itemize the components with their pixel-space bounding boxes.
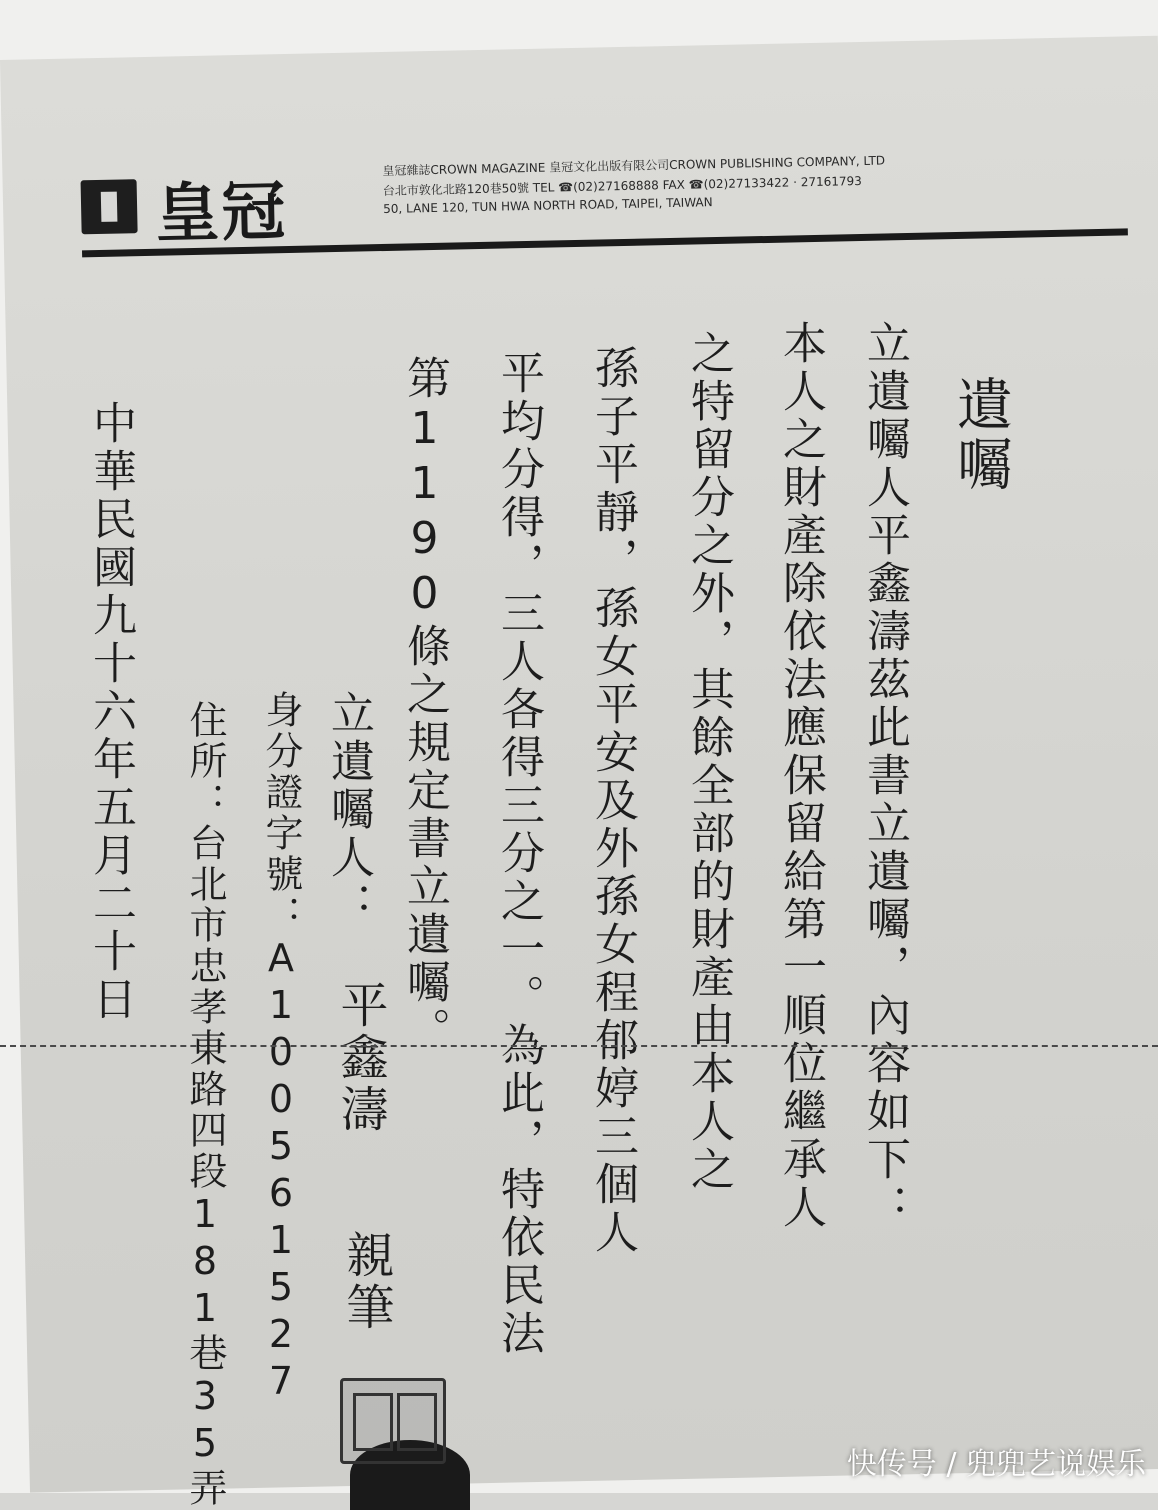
personal-seal-icon bbox=[340, 1378, 446, 1464]
letterhead-line-2: 台北市敦化北路120巷50號 TEL ☎(02)27168888 FAX ☎(02)27133422 · 27161793 bbox=[382, 173, 862, 199]
letterhead-line-1: 皇冠雜誌CROWN MAGAZINE 皇冠文化出版有限公司CROWN PUBLISHING COMPANY, LTD bbox=[382, 153, 886, 179]
will-column-4: 孫子平靜，孫女平安及外孫女程郁婷三個人 bbox=[587, 345, 638, 1257]
signature-note: 親筆 bbox=[338, 1230, 394, 1334]
letterhead-line-3: 50, LANE 120, TUN HWA NORTH ROAD, TAIPEI, TAIWAN bbox=[383, 195, 713, 217]
fold-line bbox=[0, 1045, 1158, 1047]
watermark: 快传号 / 兜兜艺说娱乐 bbox=[846, 1447, 1146, 1482]
will-column-1: 立遺囑人平鑫濤茲此書立遺囑，內容如下： bbox=[859, 320, 910, 1232]
will-column-6: 第1190條之規定書立遺囑。 bbox=[399, 355, 450, 1055]
address-line: 住所：台北市忠孝東路四段181巷35弄 bbox=[183, 700, 227, 1509]
will-column-2: 本人之財產除依法應保留給第一順位繼承人 bbox=[775, 320, 826, 1232]
signature-name: 平鑫濤 bbox=[332, 980, 388, 1136]
letterhead-logo-text: 皇冠 bbox=[154, 174, 289, 252]
signature-label: 立遺囑人： bbox=[323, 690, 374, 930]
letterhead bbox=[80, 128, 1132, 270]
id-number-line: 身分證字號：A100561527 bbox=[259, 690, 303, 1406]
will-column-5: 平均分得，三人各得三分之一。為此，特依民法 bbox=[493, 350, 544, 1358]
will-title: 遺囑 bbox=[948, 375, 1013, 495]
document-sheet bbox=[0, 36, 1158, 1493]
will-date: 中華民國九十六年五月二十日 bbox=[85, 400, 136, 1024]
crown-logo-icon bbox=[81, 179, 138, 234]
will-column-3: 之特留分之外，其餘全部的財產由本人之 bbox=[683, 330, 734, 1194]
